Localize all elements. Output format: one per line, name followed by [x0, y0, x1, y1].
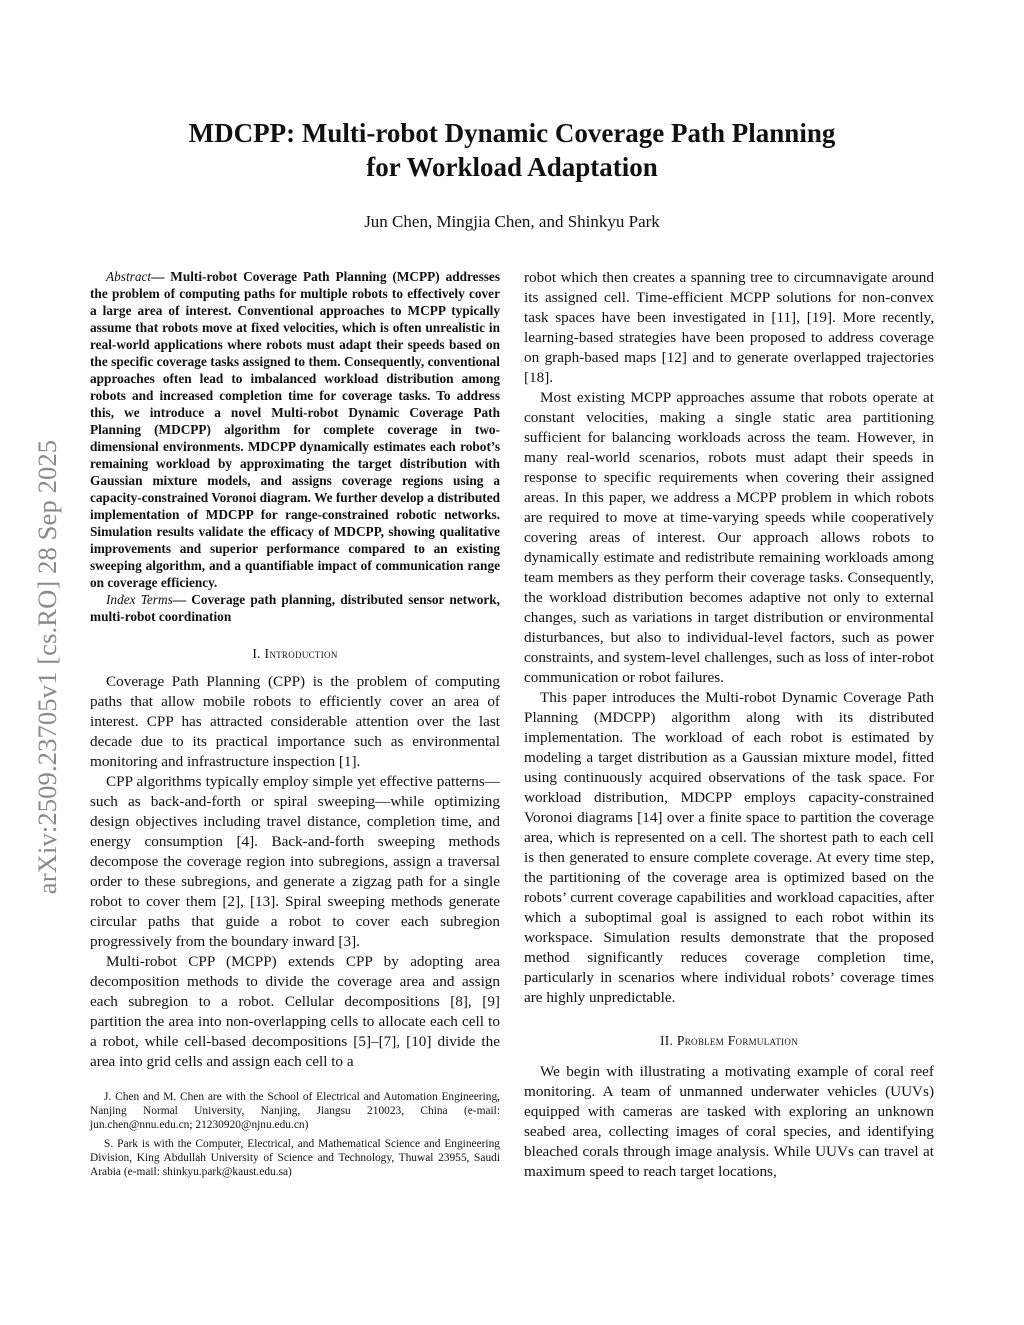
section-title: Problem Formulation — [676, 1033, 799, 1048]
abstract-label: Abstract — [106, 269, 152, 284]
problem-paragraph-1: We begin with illustrating a motivating example of coral reef monitoring. A team of unmanned underwater vehicles (UUVs) equipped with cameras are tasked with exploring an unknown seabed area, collecting images of coral species, and identifying bleached corals through image analysis. While UUVs can travel at maximum speed to reach target locations, — [524, 1063, 934, 1180]
section-title: Introduction — [264, 646, 338, 661]
section-number: I. — [252, 646, 265, 661]
arxiv-stamp — [32, 372, 62, 962]
intro-paragraph-1: Coverage Path Planning (CPP) is the problem of computing paths that allow mobile robots to efficiently cover an area of interest. CPP has attracted considerable attention over the last decade due to its practical importance such as environmental monitoring and infrastructure inspection [1]. — [90, 673, 500, 770]
section-number: II. — [659, 1033, 677, 1048]
author-list: Jun Chen, Mingjia Chen, and Shinkyu Park — [364, 212, 660, 231]
footnotes — [90, 1090, 500, 1179]
arxiv-identifier: arXiv:2509.23705v1 [cs.RO] 28 Sep 2025 — [32, 439, 62, 895]
intro-paragraph-4: robot which then creates a spanning tree to circumnavigate around its assigned cell. Time-efficient MCPP solutions for non-convex task spaces have been investigated in [11], [19]. More recently, learning-based strategies have been proposed to address coverage on graph-based maps [12] and to generate overlapped trajectories [18]. — [524, 269, 934, 386]
intro-paragraph-2: CPP algorithms typically employ simple yet effective patterns—such as back-and-forth or spiral sweeping—while optimizing design objectives including travel distance, completion time, and energy consumption [4]. Back-and-forth sweeping methods decompose the coverage region into subregions, assign a traversal order to these subregions, and generate a zigzag path for a single robot to cover them [2], [13]. Spiral sweeping methods generate circular paths that guide a robot to cover each subregion progressively from the boundary inward [3]. — [90, 773, 500, 950]
intro-paragraph-5: Most existing MCPP approaches assume that robots operate at constant velocities, making a single static area partitioning sufficient for balancing workloads across the team. However, in many real-world scenarios, robots must adapt their speeds in response to specific requirements when covering their assigned areas. In this paper, we address a MCPP problem in which robots are required to move at time-varying speeds while cooperatively covering areas of interest. Our approach allows robots to dynamically estimate and redistribute remaining workloads among team members as they perform their coverage tasks. Consequently, the workload distribution becomes adaptive not only to external changes, such as variations in target distribution or environmental disturbances, but also to individual-level factors, such as power constraints, and system-level challenges, such as loss of inter-robot communication or robot failures. — [524, 389, 934, 686]
intro-paragraph-3: Multi-robot CPP (MCPP) extends CPP by adopting area decomposition methods to divide the coverage area and assign each subregion to a robot. Cellular decompositions [8], [9] partition the area into non-overlapping cells to allocate each cell to a robot, while cell-based decompositions [5]–[7], [10] divide the area into grid cells and assign each cell to a — [90, 953, 500, 1070]
intro-paragraph-6: This paper introduces the Multi-robot Dynamic Coverage Path Planning (MDCPP) algorithm along with its distributed implementation. The workload of each robot is estimated by modeling a target distribution as a Gaussian mixture model, fitted using continuously acquired observations of the task space. For workload distribution, MDCPP employs capacity-constrained Voronoi diagrams [14] over a finite space to partition the coverage area, which is represented on a cell. The shortest path to each cell is then generated to ensure complete coverage. At every time step, the partitioning of the coverage area is optimized based on the robots’ current coverage capabilities and workload capacities, after which a suboptimal goal is assigned to each robot within its workspace. Simulation results demonstrate that the proposed method significantly reduces coverage completion time, particularly in scenarios where individual robots’ coverage times are highly unpredictable. — [524, 689, 934, 1006]
section-heading-introduction — [90, 645, 500, 663]
title-line-2: for Workload Adaptation — [366, 152, 658, 182]
paper-title — [0, 116, 1024, 184]
footnote-affiliation-2: S. Park is with the Computer, Electrical, and Mathematical Science and Engineering Division, King Abdullah University of Science and Technology, Thuwal 23955, Saudi Arabia (e-mail: shinkyu.park@kaust.edu.sa) — [90, 1137, 500, 1179]
title-line-1: MDCPP: Multi-robot Dynamic Coverage Path Planning — [188, 118, 836, 148]
index-terms — [90, 591, 500, 625]
section-heading-problem-formulation — [524, 1032, 934, 1050]
abstract-body: — Multi-robot Coverage Path Planning (MCPP) addresses the problem of computing paths for multiple robots to effectively cover a large area of interest. Conventional approaches to MCPP typically assume that robots move at fixed velocities, which is often unrealistic in real-world applications where robots must adapt their speeds based on the specific coverage tasks assigned to them. Consequently, conventional approaches often lead to imbalanced workload distribution among robots and increased completion time for coverage tasks. To address this, we introduce a novel Multi-robot Dynamic Coverage Path Planning (MDCPP) algorithm for complete coverage in two-dimensional environments. MDCPP dynamically estimates each robot’s remaining workload by approximating the target distribution with Gaussian mixture models, and assigns coverage regions using a capacity-constrained Voronoi diagram. We further develop a distributed implementation of MDCPP for range-constrained robotic networks. Simulation results validate the efficacy of MDCPP, showing qualitative improvements and superior performance compared to an existing sweeping algorithm, and a quantifiable impact of communication range on coverage efficiency. — [90, 269, 500, 590]
left-column — [90, 268, 500, 1179]
index-terms-label: Index Terms — [106, 592, 173, 607]
index-terms-body: — Coverage path planning, distributed sensor network, multi-robot coordination — [90, 592, 500, 624]
footnote-affiliation-1: J. Chen and M. Chen are with the School of Electrical and Automation Engineering, Nanjing Normal University, Nanjing, Jiangsu 210023, China (e-mail: jun.chen@nnu.edu.cn; 21230920@njnu.edu.cn) — [90, 1091, 500, 1132]
right-column — [524, 268, 934, 1182]
abstract — [90, 268, 500, 591]
